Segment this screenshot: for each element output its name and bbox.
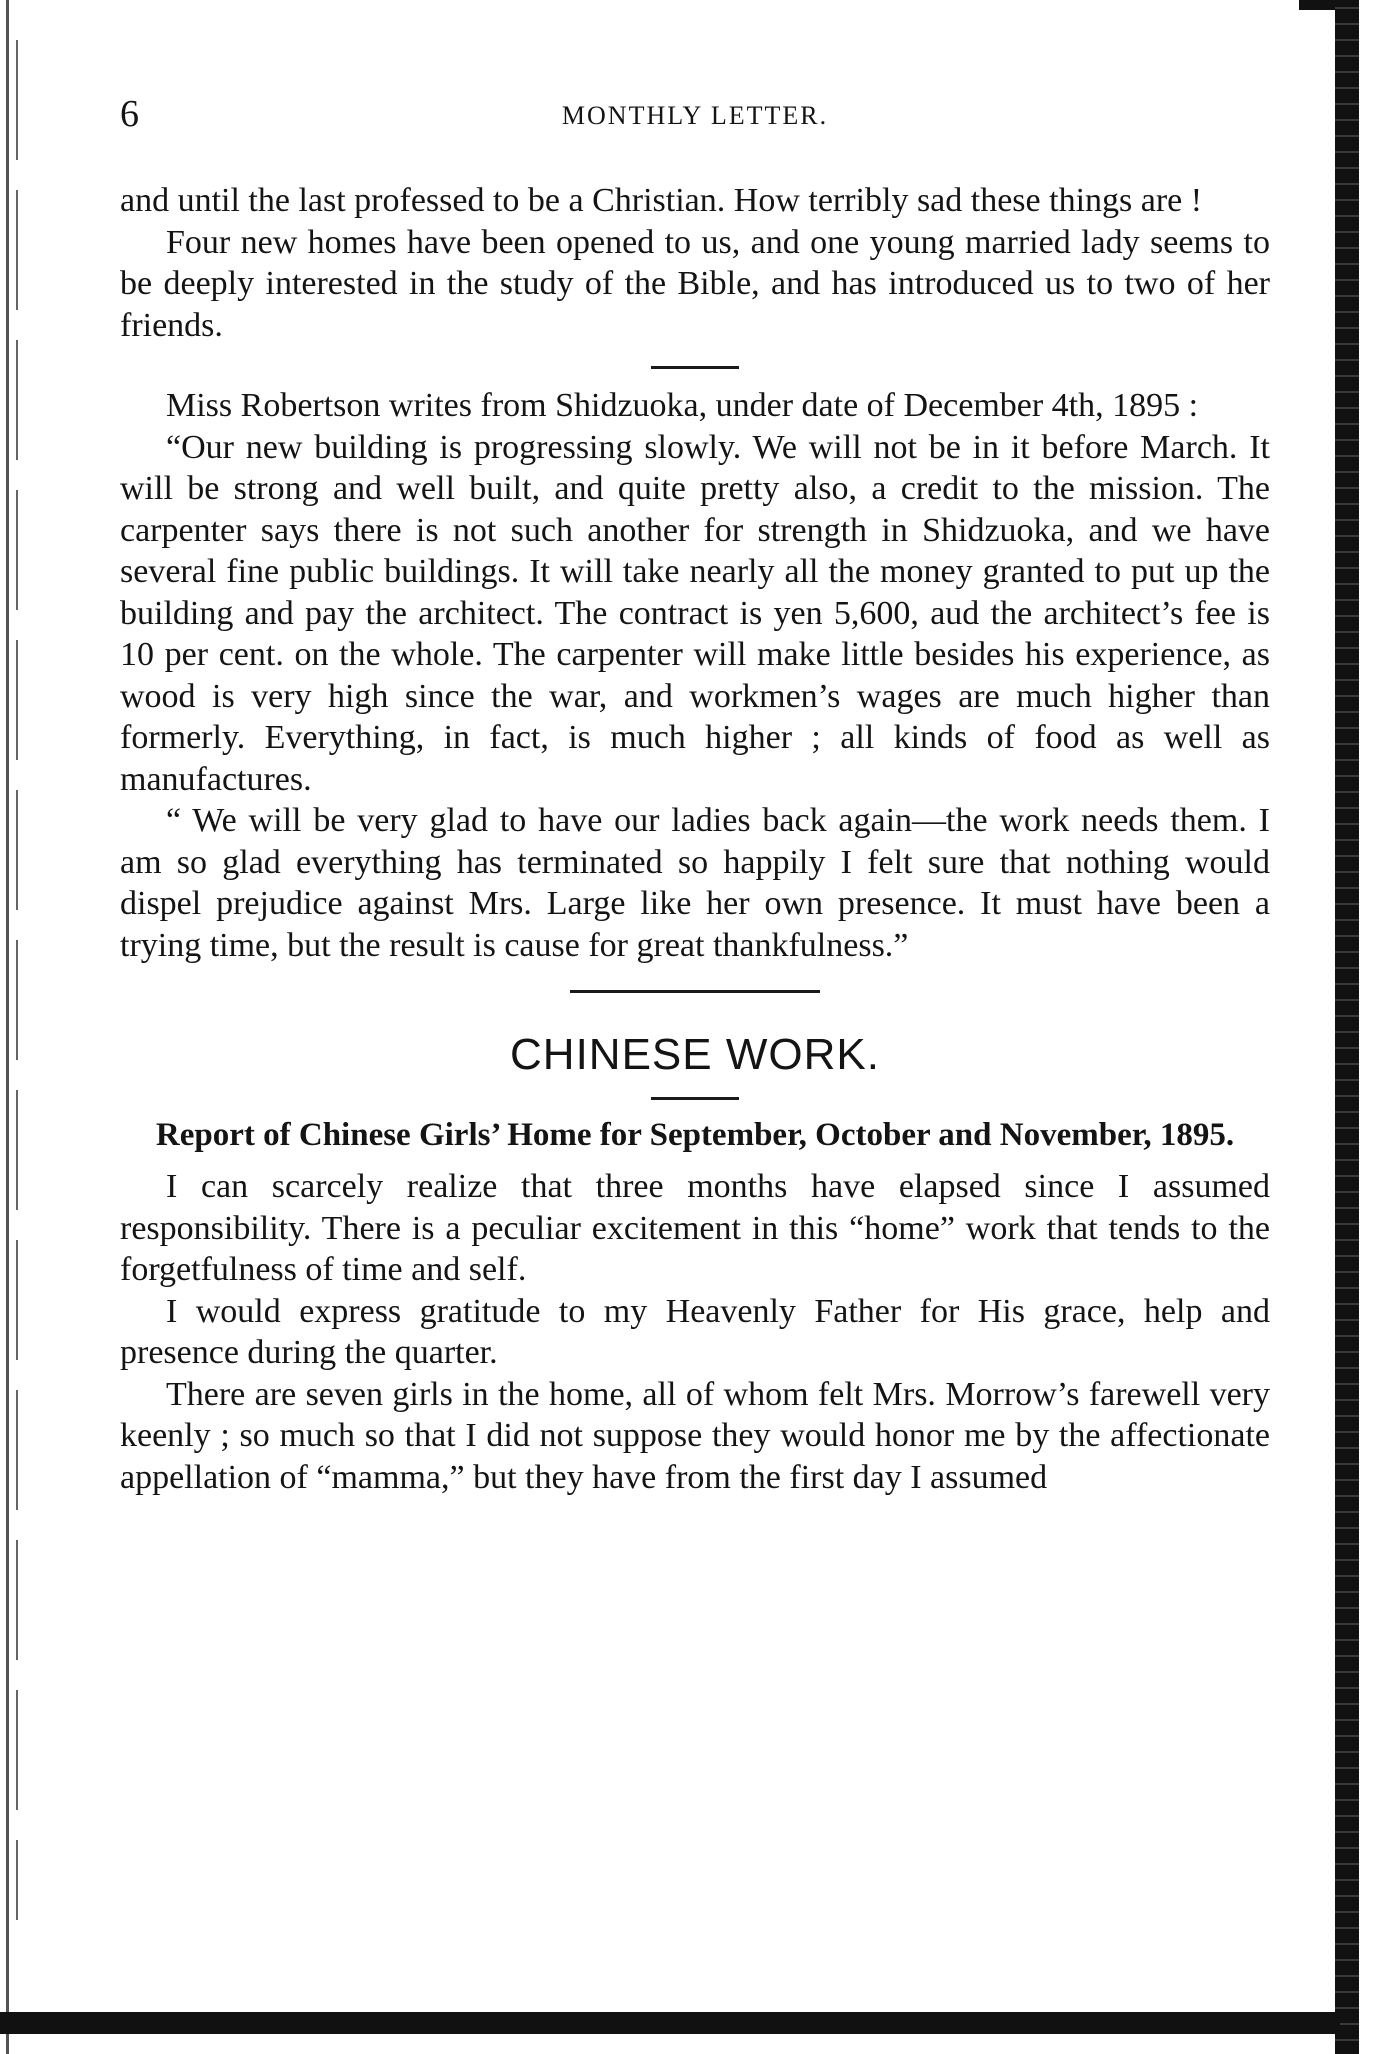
robertson-intro: Miss Robertson writes from Shidzuoka, under date of December 4th, 1895 :	[166, 387, 1199, 424]
page-number: 6	[120, 93, 139, 135]
page-edge-left	[6, 0, 9, 2054]
page-edge-bottom	[0, 2012, 1340, 2034]
section-title: CHINESE WORK.	[510, 1030, 880, 1079]
paragraph-continued: and until the last professed to be a Christian. How terribly sad these things are !	[120, 182, 1203, 219]
page-header	[120, 92, 1270, 136]
robertson-letter-paragraph-2: “ We will be very glad to have our ladies back again—the work needs them. I am so glad everything has terminated so happily I felt sure that nothing would dispel prejudice against Mrs. Large like her own presence. It must have been a trying time, but the result is cause for great thankfulness.”	[120, 802, 1270, 964]
report-title: Report of Chinese Girls’ Home for September, October and November, 1895.	[155, 1117, 1235, 1153]
running-title: MONTHLY LETTER.	[561, 101, 829, 130]
paragraph-new-homes: Four new homes have been opened to us, and one young married lady seems to be deeply interested in the study of the Bible, and has introduced us to two of her friends.	[120, 223, 1270, 344]
title-underline-rule	[651, 1097, 739, 1100]
page-edge-right	[1335, 0, 1359, 2054]
robertson-letter-paragraph-1: “Our new building is progressing slowly. We will not be in it before March. It will be strong and well built, and quite pretty also, a credit to the mission. The carpenter says there is not such another for strength in Shidzuoka, and we have several fine public buildings. It will take nearly all the money granted to put up the building and pay the architect. The contract is yen 5,600, aud the architect’s fee is 10 per cent. on the whole. The carpenter will make little besides his experience, as wood is very high since the war, and workmen’s wages are much higher than formerly. Everything, in fact, is much higher ; all kinds of food as well as manufactures.	[120, 428, 1270, 798]
section-divider-rule	[570, 990, 820, 993]
divider-rule	[651, 366, 739, 369]
report-paragraph-2: I would express gratitude to my Heavenly Father for His grace, help and presence during the quarter.	[120, 1292, 1270, 1371]
report-paragraph-1: I can scarcely realize that three months have elapsed since I assumed responsibility. There is a peculiar excitement in this “home” work that tends to the forgetfulness of time and self.	[120, 1168, 1270, 1288]
report-paragraph-3: There are seven girls in the home, all of whom felt Mrs. Morrow’s farewell very keenly ; so much so that I did not suppose they would honor me by the affectionate appellation of “mamma,” but they have from the first day I assumed	[120, 1375, 1270, 1496]
page-edge-left-inner	[16, 40, 18, 1920]
page-body	[120, 180, 1270, 1498]
